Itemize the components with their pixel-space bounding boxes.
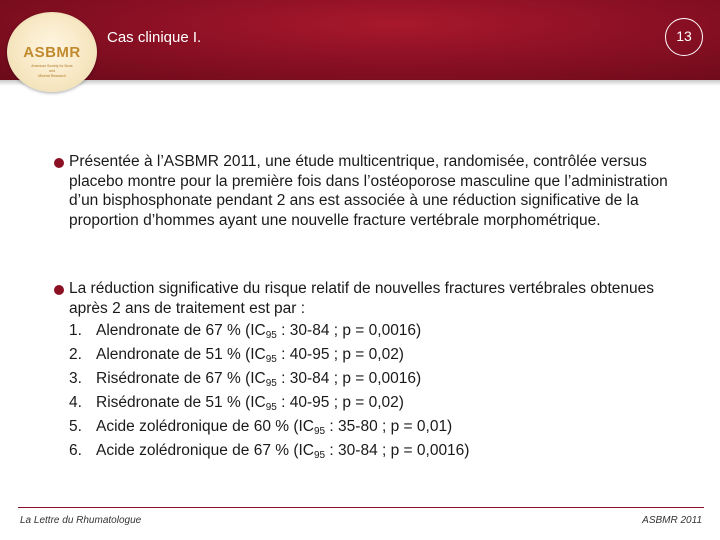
option-number: 2. [69, 346, 82, 363]
page-number: 13 [665, 18, 703, 56]
option-2 [69, 343, 689, 367]
logo-title: ASBMR [23, 44, 81, 61]
header-shadow [0, 80, 720, 86]
footer-divider [18, 507, 704, 508]
option-1 [69, 319, 689, 343]
option-6 [69, 439, 689, 463]
option-3 [69, 367, 689, 391]
option-text: Risédronate de 67 % ($IC_{95}$ : 30-84 ; p = 0,0016) [96, 370, 422, 389]
option-text: Alendronate de 67 % ($IC_{95}$ : 30-84 ; p = 0,0016) [96, 322, 422, 341]
option-number: 1. [69, 322, 82, 339]
bullet-2-text: La réduction significative du risque relatif de nouvelles fractures vertébrales obtenues après 2 ans de traitement est par : [69, 280, 655, 317]
option-5 [69, 415, 689, 439]
slide-title: Cas clinique I. [107, 29, 202, 46]
logo-line-1: American Society for Bone [31, 64, 73, 68]
option-text: Acide zolédronique de 67 % ($IC_{95}$ : 30-84 ; p = 0,0016) [96, 442, 470, 461]
option-number: 3. [69, 370, 82, 387]
footer-journal: La Lettre du Rhumatologue [20, 515, 142, 526]
option-text: Risédronate de 51 % ($IC_{95}$ : 40-95 ; p = 0,02) [96, 394, 404, 413]
option-text: Acide zolédronique de 60 % ($IC_{95}$ : 35-80 ; p = 0,01) [96, 418, 453, 437]
option-number: 4. [69, 394, 82, 411]
bullet-1-text: Présentée à l’ASBMR 2011, une étude multicentrique, randomisée, contrôlée versus placebo montre pour la première fois dans l’ostéoporose masculine que l’administration d’un bisphosphonate pendant 2 ans est associée à une réduction significative de la proportion d’hommes ayant une nouvelle fracture vertébrale morphométrique. [69, 153, 668, 229]
option-4 [69, 391, 689, 415]
answer-options [69, 319, 689, 463]
asbmr-logo [7, 12, 97, 92]
bullet-dot-2 [54, 285, 64, 295]
option-text: Alendronate de 51 % ($IC_{95}$ : 40-95 ; p = 0,02) [96, 346, 404, 365]
option-number: 5. [69, 418, 82, 435]
logo-line-2: and [49, 69, 55, 73]
option-number: 6. [69, 442, 82, 459]
bullet-dot-1 [54, 158, 64, 168]
footer-source: ASBMR 2011 [642, 515, 702, 526]
logo-line-3: Mineral Research [38, 74, 66, 78]
